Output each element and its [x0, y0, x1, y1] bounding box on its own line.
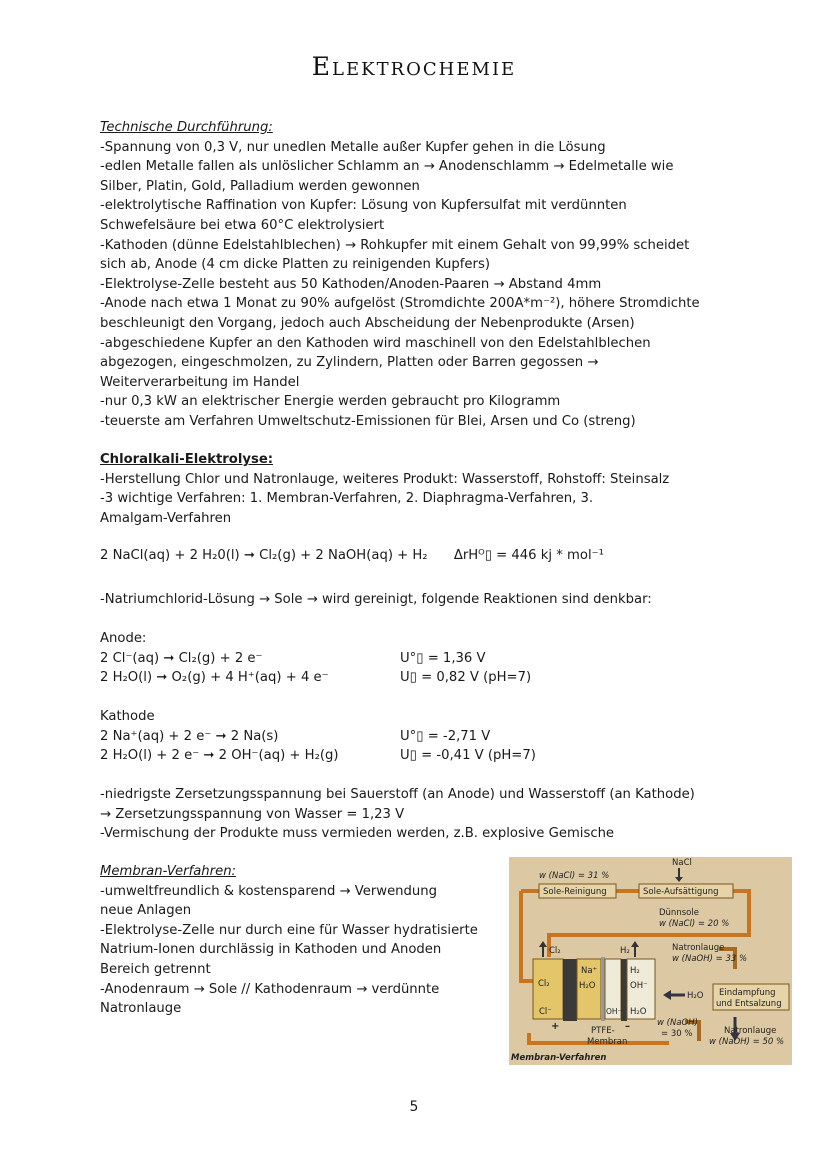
cl2-cell-label: Cl₂	[538, 979, 550, 989]
text-line: Silber, Platin, Gold, Palladium werden gewonnen	[100, 178, 420, 194]
text-line: Natronlauge	[100, 1001, 182, 1017]
reaction-row	[100, 649, 740, 669]
section-chloralkali	[100, 450, 740, 528]
section-heading: Membran-Verfahren:	[100, 864, 236, 879]
equation-text: 2 NaCl(aq) + 2 H₂0(l) ➞ Cl₂(g) + 2 NaOH(aq) + H₂	[100, 548, 428, 563]
membran-verfahren-figure	[509, 857, 792, 1065]
figure-caption: Membran-Verfahren	[511, 1053, 607, 1063]
nacl-label: NaCl	[672, 858, 692, 868]
overall-equation	[100, 548, 604, 563]
text-line: -teuerste am Verfahren Umweltschutz-Emissionen für Blei, Arsen und Co (streng)	[100, 413, 636, 429]
sole-aufsaettigung-label: Sole-Aufsättigung	[643, 887, 719, 897]
reaction-text: 2 H₂O(l) ➞ O₂(g) + 4 H⁺(aq) + 4 e⁻	[100, 670, 329, 686]
oh-minus-label: OH⁻	[630, 981, 648, 991]
h2-out-label: H₂	[620, 946, 630, 956]
reaction-text: 2 Cl⁻(aq) ➞ Cl₂(g) + 2 e⁻	[100, 650, 263, 666]
text-line: abgezogen, eingeschmolzen, zu Zylindern, Platten oder Barren gegossen →	[100, 355, 599, 371]
h2o-left-label: H₂O	[579, 981, 596, 991]
text-line: -nur 0,3 kW an elektrischer Energie werden gebraucht pro Kilogramm	[100, 394, 561, 410]
text-line: Amalgam-Verfahren	[100, 510, 232, 526]
na-plus-label: Na⁺	[581, 966, 598, 976]
text-line: -Spannung von 0,3 V, nur unedlen Metalle außer Kupfer gehen in die Lösung	[100, 139, 606, 155]
plus-pole-label: +	[551, 1021, 560, 1032]
natronlauge-33-label: Natronlauge	[672, 943, 725, 953]
w-naoh-33-label: w (NaOH) = 33 %	[672, 954, 748, 964]
potential-text: U°▯ = -2,71 V	[400, 728, 491, 744]
sole-line-block	[100, 590, 740, 610]
potential-text: U▯ = 0,82 V (pH=7)	[400, 670, 532, 686]
natronlauge-50-label: Natronlauge	[724, 1026, 777, 1036]
text-line: Bereich getrennt	[100, 961, 211, 977]
notes-block	[100, 785, 740, 844]
text-line: Schwefelsäure bei etwa 60°C elektrolysiert	[100, 217, 385, 233]
text-line: -Anodenraum → Sole // Kathodenraum → verdünnte	[100, 981, 440, 997]
text-line: -Anode nach etwa 1 Monat zu 90% aufgelöst (Stromdichte 200A*m⁻²), höhere Stromdichte	[100, 296, 700, 312]
minus-pole-label: –	[625, 1021, 630, 1032]
cl2-out-label: Cl₂	[549, 946, 561, 956]
h2o-in-label: H₂O	[687, 991, 704, 1001]
w-naoh-30-label: w (NaOH)	[657, 1018, 698, 1028]
anode-electrode	[563, 959, 577, 1021]
kathode-reactions	[100, 707, 740, 766]
text-line: Natrium-Ionen durchlässig in Kathoden und Anoden	[100, 942, 442, 958]
reaction-row	[100, 668, 740, 688]
kathode-label: Kathode	[100, 709, 155, 724]
section-heading: Technische Durchführung:	[100, 120, 273, 135]
page-number: 5	[409, 1099, 419, 1115]
section-heading: Chloralkali-Elektrolyse:	[100, 452, 274, 467]
section-membran-verfahren	[100, 862, 500, 1019]
text-line: → Zersetzungsspannung von Wasser = 1,23 V	[100, 806, 405, 822]
cathode-electrode	[621, 959, 627, 1021]
text-line: sich ab, Anode (4 cm dicke Platten zu reinigenden Kupfers)	[100, 257, 490, 273]
potential-text: U▯ = -0,41 V (pH=7)	[400, 748, 536, 764]
ptfe-label: PTFE-	[591, 1026, 615, 1036]
ptfe-membrane	[601, 957, 605, 1021]
reaction-row	[100, 746, 740, 766]
text-line: -Elektrolyse-Zelle nur durch eine für Wasser hydratisierte	[100, 922, 478, 938]
text-line: -Vermischung der Produkte muss vermieden werden, z.B. explosive Gemische	[100, 826, 615, 842]
membran-diagram	[509, 857, 792, 1065]
text-line: -niedrigste Zersetzungsspannung bei Sauerstoff (an Anode) und Wasserstoff (an Kathode)	[100, 787, 695, 802]
text-line: neue Anlagen	[100, 903, 192, 919]
cl-minus-label: Cl⁻	[539, 1007, 552, 1017]
w-naoh-50-label: w (NaOH) = 50 %	[709, 1037, 785, 1047]
enthalpy-text: ΔrHᴼ▯ = 446 kj * mol⁻¹	[453, 548, 604, 563]
text-line: -abgeschiedene Kupfer an den Kathoden wird maschinell von den Edelstahlblechen	[100, 335, 651, 351]
text-line: -elektrolytische Raffination von Kupfer: Lösung von Kupfersulfat mit verdünnten	[100, 198, 627, 214]
duennsole-label: Dünnsole	[659, 908, 699, 918]
text-line: -Elektrolyse-Zelle besteht aus 50 Kathoden/Anoden-Paaren → Abstand 4mm	[100, 276, 602, 292]
anode-reactions	[100, 629, 740, 688]
pct-30-label: = 30 %	[661, 1029, 693, 1039]
text-line: -umweltfreundlich & kostensparend → Verwendung	[100, 883, 438, 899]
text-line: beschleunigt den Vorgang, jedoch auch Abscheidung der Nebenprodukte (Arsen)	[100, 315, 635, 331]
w-nacl-20-label: w (NaCl) = 20 %	[659, 919, 730, 929]
w-nacl-31-label: w (NaCl) = 31 %	[539, 871, 610, 881]
page-title: Elektrochemie	[311, 52, 517, 81]
text-line: -Kathoden (dünne Edelstahlblechen) → Rohkupfer mit einem Gehalt von 99,99% scheidet	[100, 237, 690, 253]
h2o-right-label: H₂O	[630, 1007, 647, 1017]
eindampfung-label: Eindampfung	[719, 988, 776, 998]
und-entsalzung-label: und Entsalzung	[716, 999, 782, 1009]
anode-label: Anode:	[100, 631, 147, 646]
text-line: -3 wichtige Verfahren: 1. Membran-Verfahren, 2. Diaphragma-Verfahren, 3.	[100, 491, 594, 507]
potential-text: U°▯ = 1,36 V	[400, 650, 486, 666]
text-line: -edlen Metalle fallen als unlöslicher Schlamm an → Anodenschlamm → Edelmetalle wie	[100, 159, 674, 175]
section-technische-durchfuehrung	[100, 118, 740, 432]
text-line: -Herstellung Chlor und Natronlauge, weiteres Produkt: Wasserstoff, Rohstoff: Steinsalz	[100, 471, 670, 487]
h2-cell-label: H₂	[630, 966, 640, 976]
reaction-row	[100, 727, 740, 747]
text-line: -Natriumchlorid-Lösung → Sole → wird gereinigt, folgende Reaktionen sind denkbar:	[100, 592, 652, 607]
oh-minus-mid-label: OH⁻	[606, 1007, 622, 1016]
sole-reinigung-label: Sole-Reinigung	[543, 887, 607, 897]
reaction-text: 2 Na⁺(aq) + 2 e⁻ ➞ 2 Na(s)	[100, 728, 279, 744]
reaction-text: 2 H₂O(l) + 2 e⁻ ➞ 2 OH⁻(aq) + H₂(g)	[100, 748, 339, 764]
membran-label: Membran	[587, 1037, 628, 1047]
text-line: Weiterverarbeitung im Handel	[100, 374, 300, 390]
